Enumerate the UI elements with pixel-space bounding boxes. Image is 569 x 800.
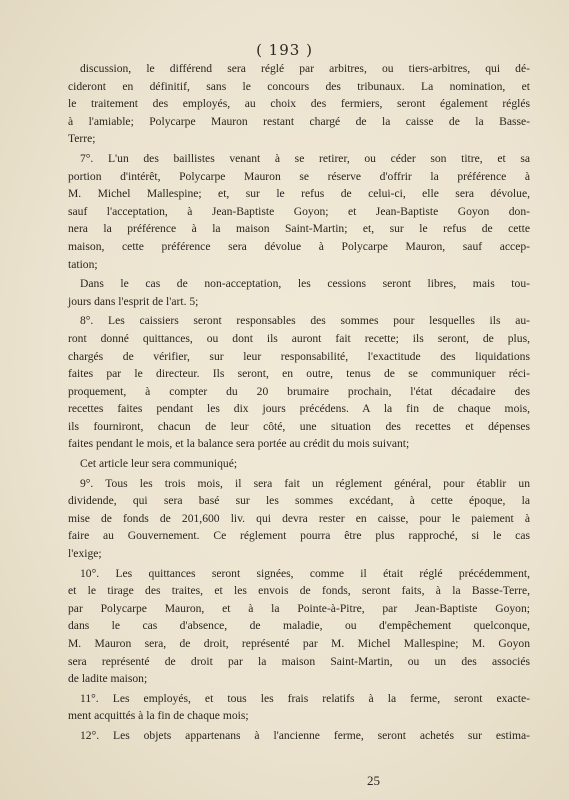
text-line: ils fourniront, chacun de leur côté, une situation des recettes et dépenses bbox=[68, 419, 530, 433]
text-line: 7°. L'un des baillistes venant à se retirer, ou céder son titre, et sa bbox=[80, 151, 530, 165]
text-line: sauf l'acceptation, à Jean-Baptiste Goyon; et Jean-Baptiste Goyon don- bbox=[68, 204, 530, 218]
text-line: recettes faites pendant les dix jours précédens. A la fin de chaque mois, bbox=[68, 402, 530, 416]
signature-mark: 25 bbox=[367, 773, 380, 788]
text-line: tation; bbox=[68, 257, 98, 271]
paragraph bbox=[68, 475, 530, 563]
text-line: dans le cas d'absence, de maladie, ou d'empêchement quelconque, bbox=[68, 619, 530, 633]
text-line: de ladite maison; bbox=[68, 672, 148, 686]
text-line: 12°. Les objets appartenans à l'ancienne ferme, seront achetés sur estima- bbox=[80, 728, 530, 742]
text-line: discussion, le différend sera réglé par arbitres, ou tiers-arbitres, qui dé- bbox=[80, 62, 530, 75]
page-number: ( 193 ) bbox=[256, 41, 313, 59]
text-line: chargés de vérifier, sur leur responsabilité, l'exactitude des liquidations bbox=[68, 349, 530, 363]
text-line: dividende, qui sera basé sur les sommes excédant, à cette époque, la bbox=[68, 494, 530, 508]
text-line: 9°. Tous les trois mois, il sera fait un réglement général, pour établir un bbox=[80, 476, 530, 490]
paragraph bbox=[68, 690, 530, 725]
paragraph bbox=[68, 312, 530, 453]
text-line: nera la préférence à la maison Saint-Martin; et, sur le refus de cette bbox=[68, 222, 530, 236]
text-line: et le tirage des traites, et les envois de fonds, seront faits, à la Basse-Terre, bbox=[68, 584, 530, 598]
text-line: maison, cette préférence sera dévolue à Polycarpe Mauron, sauf accep- bbox=[68, 239, 530, 253]
text-line: le traitement des employés, au choix des fermiers, seront également réglés bbox=[68, 97, 530, 111]
paragraph bbox=[68, 275, 530, 310]
text-line: sera représenté de droit par la maison Saint-Martin, ou un des associés bbox=[68, 654, 530, 668]
text-line: 11°. Les employés, et tous les frais relatifs à la ferme, seront exacte- bbox=[80, 691, 530, 705]
text-line: Terre; bbox=[68, 132, 96, 146]
text-line: 8°. Les caissiers seront responsables des sommes pour lesquelles ils au- bbox=[80, 314, 530, 328]
text-line: M. Michel Mallespine; et, sur le refus de celui-ci, elle sera dévolue, bbox=[68, 187, 530, 201]
text-line: mise de fonds de 201,600 liv. qui devra rester en caisse, pour le paiement à bbox=[68, 511, 530, 525]
text-line: proquement, à compter du 20 brumaire prochain, l'état décadaire des bbox=[68, 384, 530, 398]
paragraph bbox=[68, 565, 530, 688]
paragraph bbox=[68, 727, 530, 745]
text-line: par Polycarpe Mauron, et à la Pointe-à-Pitre, par Jean-Baptiste Goyon; bbox=[68, 601, 530, 615]
text-line: M. Mauron sera, de droit, représenté par M. Michel Mallespine; M. Goyon bbox=[68, 637, 530, 650]
body-text bbox=[68, 60, 530, 747]
text-line: cideront en définitif, sans le concours des tribunaux. La nomination, et bbox=[68, 79, 530, 93]
text-line: à l'amiable; Polycarpe Mauron restant chargé de la caisse de la Basse- bbox=[68, 114, 530, 128]
text-line: jours dans l'esprit de l'art. 5; bbox=[68, 294, 199, 308]
text-line: faites pendant le mois, et la balance sera portée au crédit du mois suivant; bbox=[68, 437, 410, 451]
paragraph bbox=[68, 455, 530, 473]
text-line: Cet article leur sera communiqué; bbox=[80, 457, 238, 471]
paragraph bbox=[68, 150, 530, 273]
text-line: faire au Gouvernement. Ce réglement pourra être plus rapproché, si le cas bbox=[68, 529, 530, 543]
text-line: ment acquittés à la fin de chaque mois; bbox=[68, 709, 249, 723]
text-line: l'exige; bbox=[68, 547, 102, 561]
text-line: portion d'intérêt, Polycarpe Mauron se réserve d'offrir la préférence à bbox=[68, 169, 530, 183]
text-line: faites par le directeur. Ils seront, en outre, tenus de se communiquer réci- bbox=[68, 367, 530, 381]
text-line: ront donné quittances, ou dont ils auront fait recette; ils seront, de plus, bbox=[68, 331, 530, 345]
text-line: 10°. Les quittances seront signées, comme il était réglé précédemment, bbox=[80, 566, 530, 580]
text-line: Dans le cas de non-acceptation, les cessions seront libres, mais tou- bbox=[80, 277, 530, 291]
paragraph bbox=[68, 60, 530, 148]
